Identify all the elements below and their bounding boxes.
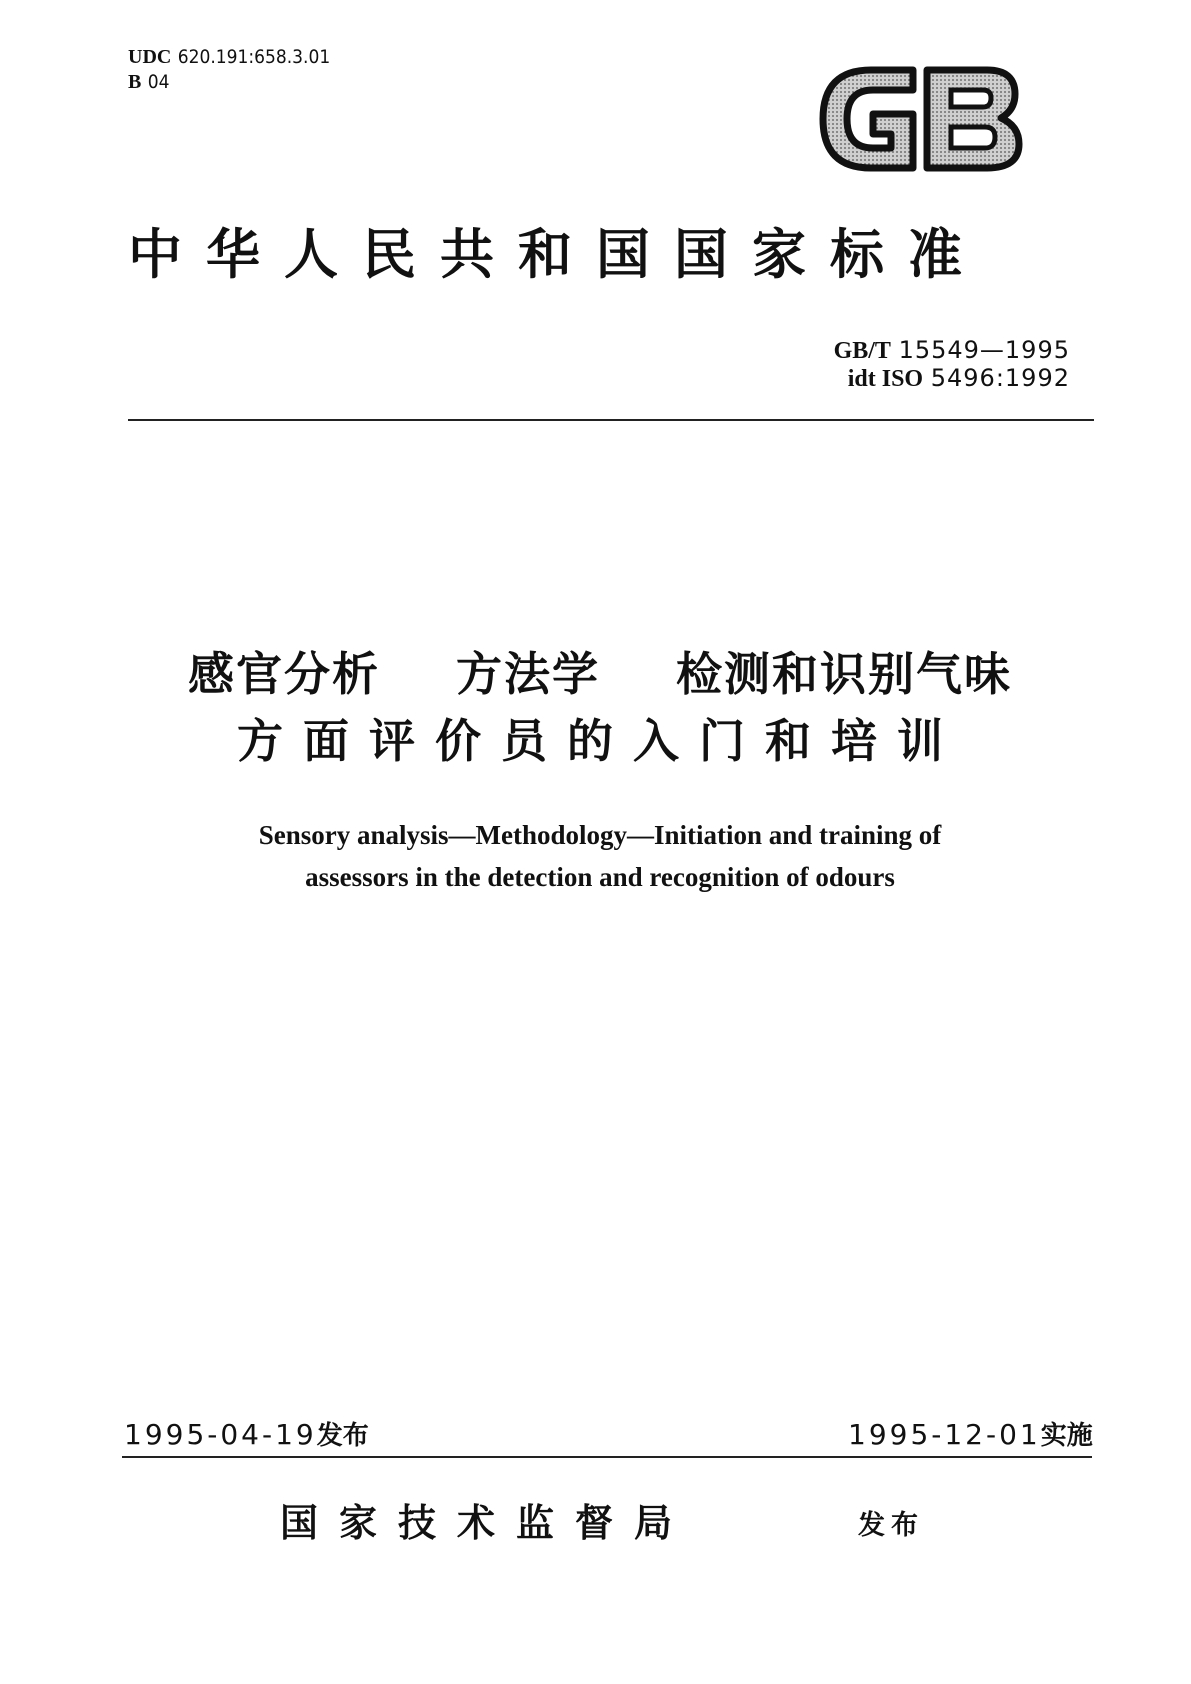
idt-prefix: idt ISO (847, 366, 924, 392)
bottom-divider (122, 1456, 1092, 1458)
code-number: 15549—1995 (898, 336, 1070, 364)
idt-code (700, 364, 1070, 393)
udc-line (128, 44, 330, 69)
issue-date-value: 1995-04-19 (124, 1418, 317, 1451)
classification-block (128, 44, 330, 94)
issuer-action: 发布 (858, 1510, 924, 1541)
issue-date-label: 发布 (316, 1421, 369, 1451)
b-value: 04 (147, 71, 170, 93)
b-label: B (128, 71, 142, 93)
standard-header: 中华人民共和国国家标准 (128, 223, 986, 286)
code-prefix: GB/T (833, 338, 891, 364)
title-cn-line1: 感官分析 方法学 检测和识别气味 (187, 647, 1013, 701)
udc-value: 620.191:658.3.01 (177, 46, 331, 68)
idt-number: 5496:1992 (930, 364, 1070, 392)
effective-date-value: 1995-12-01 (848, 1418, 1041, 1451)
issue-date (124, 1417, 369, 1454)
standard-code (700, 336, 1070, 365)
udc-label: UDC (128, 46, 172, 68)
title-en-line2: assessors in the detection and recognition of odours (305, 862, 895, 892)
title-cn-line2: 方面评价员的入门和培训 (237, 714, 963, 768)
effective-date-label: 实施 (1040, 1421, 1093, 1451)
top-divider (128, 419, 1094, 421)
b-line (128, 69, 330, 94)
title-en-line1: Sensory analysis—Methodology—Initiation and training of (258, 820, 942, 850)
issuer-name: 国家技术监督局 (280, 1501, 694, 1545)
effective-date (848, 1417, 1093, 1454)
gb-logo-icon (815, 58, 1025, 180)
